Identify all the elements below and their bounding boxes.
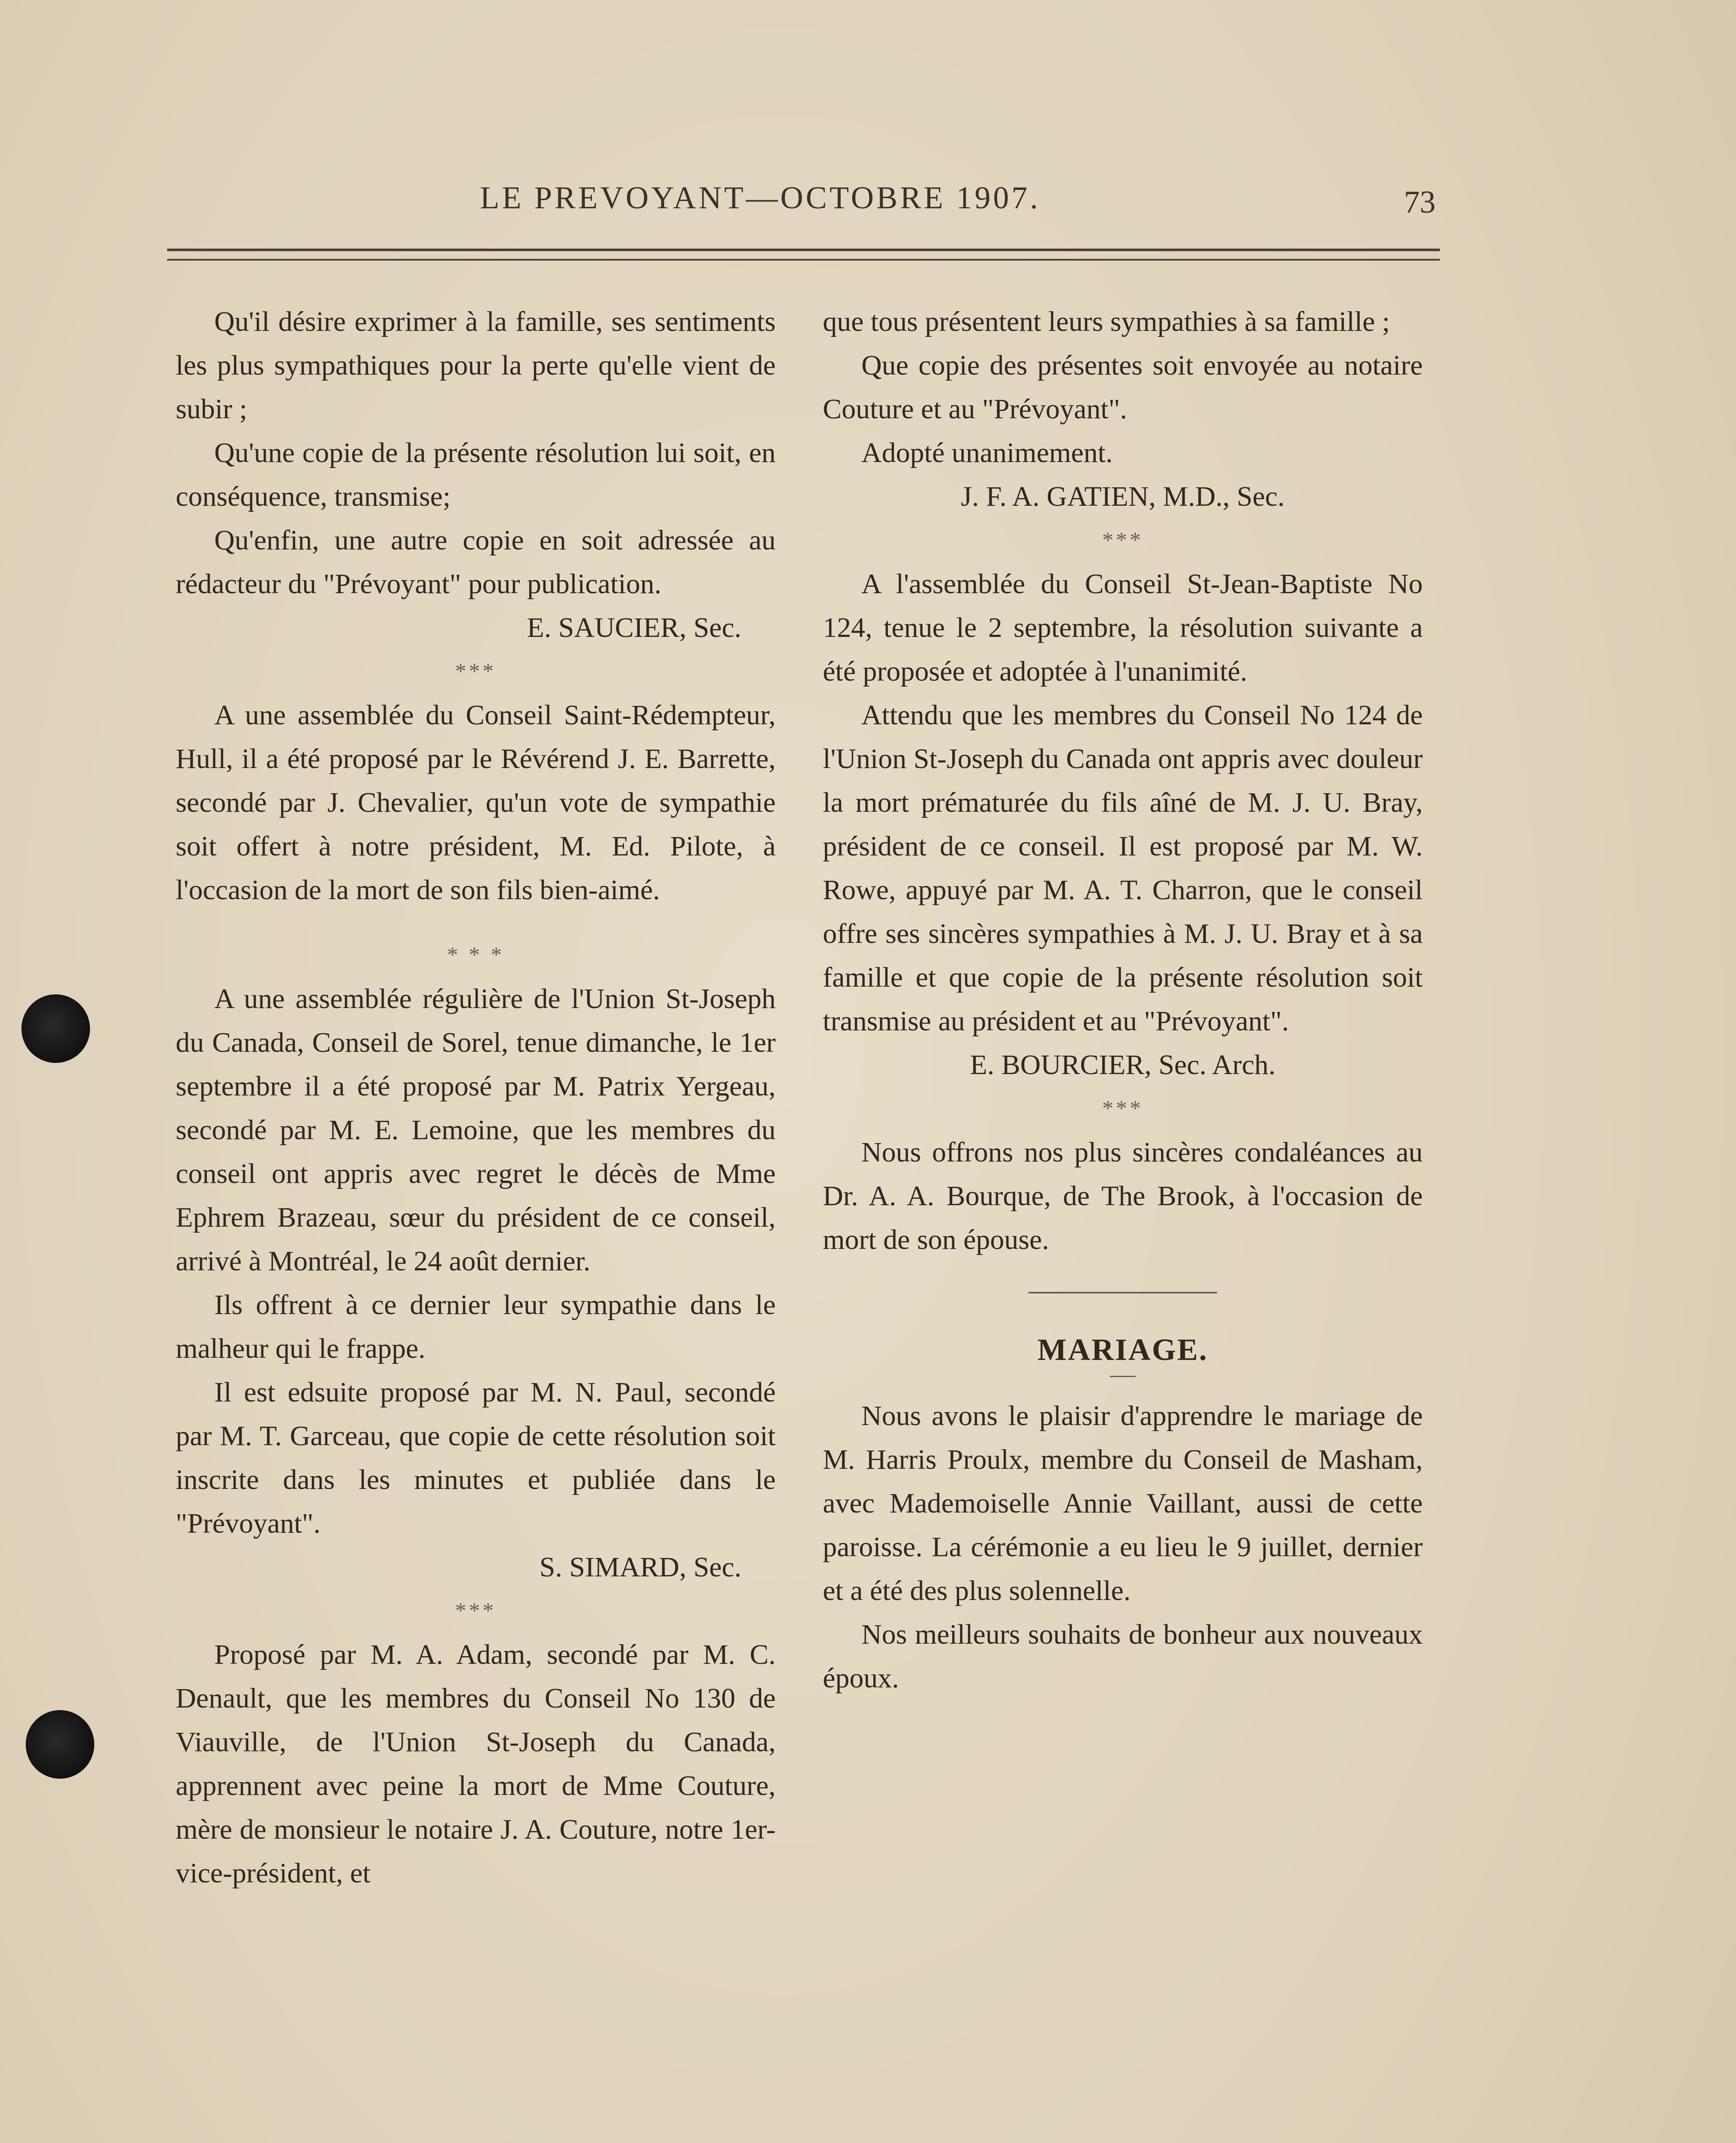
heading-dash: [1110, 1376, 1136, 1377]
paragraph: Ils offrent à ce dernier leur sympathie dans le malheur qui le frappe.: [176, 1289, 776, 1364]
right-column: [823, 300, 1423, 1700]
binding-hole-icon: [21, 994, 90, 1063]
paragraph: Nous avons le plaisir d'apprendre le mariage de M. Harris Proulx, membre du Conseil de Masham, avec Mademoiselle Annie Vaillant, aussi de cette paroisse. La cérémonie a eu lieu le 9 juillet, dernier et a été des plus solennelle.: [823, 1400, 1423, 1606]
paragraph: Adopté unanimement.: [861, 437, 1113, 468]
paragraph: Qu'une copie de la présente résolution lui soit, en conséquence, transmise;: [176, 437, 776, 512]
separator: ***: [455, 1599, 496, 1623]
left-column: [176, 300, 776, 1895]
separator: ***: [1102, 1096, 1143, 1121]
paragraph: Qu'enfin, une autre copie en soit adressée au rédacteur du "Prévoyant" pour publication.: [176, 525, 776, 600]
section-divider: [1028, 1292, 1217, 1294]
running-title: LE PREVOYANT—OCTOBRE 1907.: [480, 180, 1040, 216]
signature: S. SIMARD, Sec.: [539, 1552, 741, 1583]
signature: E. BOURCIER, Sec. Arch.: [970, 1049, 1276, 1081]
separator: ***: [1102, 528, 1143, 552]
page-header: [171, 180, 1436, 231]
paragraph: Attendu que les membres du Conseil No 124 de l'Union St-Joseph du Canada ont appris avec douleur la mort prématurée du fils aîné de M. J. U. Bray, président de ce conseil. Il est proposé par M. W. Rowe, appuyé par M. A. T. Charron, que le conseil offre ses sincères sympathies à M. J. U. Bray et à sa famille et que copie de la présente résolution soit transmise au président et au "Prévoyant".: [823, 699, 1423, 1037]
separator: ***: [455, 659, 496, 684]
paragraph: Que copie des présentes soit envoyée au notaire Couture et au "Prévoyant".: [823, 350, 1423, 425]
paragraph: A une assemblée du Conseil Saint-Rédempteur, Hull, il a été proposé par le Révérend J. E. Barrette, secondé par J. Chevalier, qu'un vote de sympathie soit offert à notre président, M. Ed. Pilote, à l'occasion de la mort de son fils bien-aimé.: [176, 699, 776, 906]
paragraph: A l'assemblée du Conseil St-Jean-Baptiste No 124, tenue le 2 septembre, la résolution suivante a été proposée et adoptée à l'unanimité.: [823, 568, 1423, 687]
paragraph: A une assemblée régulière de l'Union St-Joseph du Canada, Conseil de Sorel, tenue dimanche, le 1er septembre il a été proposé par M. Patrix Yergeau, secondé par M. E. Lemoine, que les membres du conseil ont appris avec regret le décès de Mme Ephrem Brazeau, sœur du président de ce conseil, arrivé à Montréal, le 24 août dernier.: [176, 983, 776, 1277]
paragraph: Proposé par M. A. Adam, secondé par M. C. Denault, que les membres du Conseil No 130 de Viauville, de l'Union St-Joseph du Canada, apprennent avec peine la mort de Mme Couture, mère de monsieur le notaire J. A. Couture, notre 1er-vice-président, et: [176, 1639, 776, 1889]
paragraph: Nous offrons nos plus sincères condaléances au Dr. A. A. Bourque, de The Brook, à l'occasion de mort de son épouse.: [823, 1137, 1423, 1255]
binding-hole-icon: [26, 1710, 94, 1779]
signature: J. F. A. GATIEN, M.D., Sec.: [961, 481, 1285, 512]
paragraph: Qu'il désire exprimer à la famille, ses sentiments les plus sympathiques pour la perte qu'elle vient de subir ;: [176, 306, 776, 425]
paragraph: Il est edsuite proposé par M. N. Paul, secondé par M. T. Garceau, que copie de cette résolution soit inscrite dans les minutes et publiée dans le "Prévoyant".: [176, 1377, 776, 1539]
page-number: 73: [1404, 185, 1436, 220]
header-rule-bottom: [167, 259, 1440, 261]
separator: * * *: [447, 943, 504, 967]
paragraph: Nos meilleurs souhaits de bonheur aux nouveaux époux.: [823, 1619, 1423, 1694]
signature: E. SAUCIER, Sec.: [527, 612, 741, 643]
section-heading: MARIAGE.: [1037, 1333, 1208, 1367]
header-rule-top: [167, 249, 1440, 251]
paragraph: que tous présentent leurs sympathies à sa famille ;: [823, 306, 1390, 337]
